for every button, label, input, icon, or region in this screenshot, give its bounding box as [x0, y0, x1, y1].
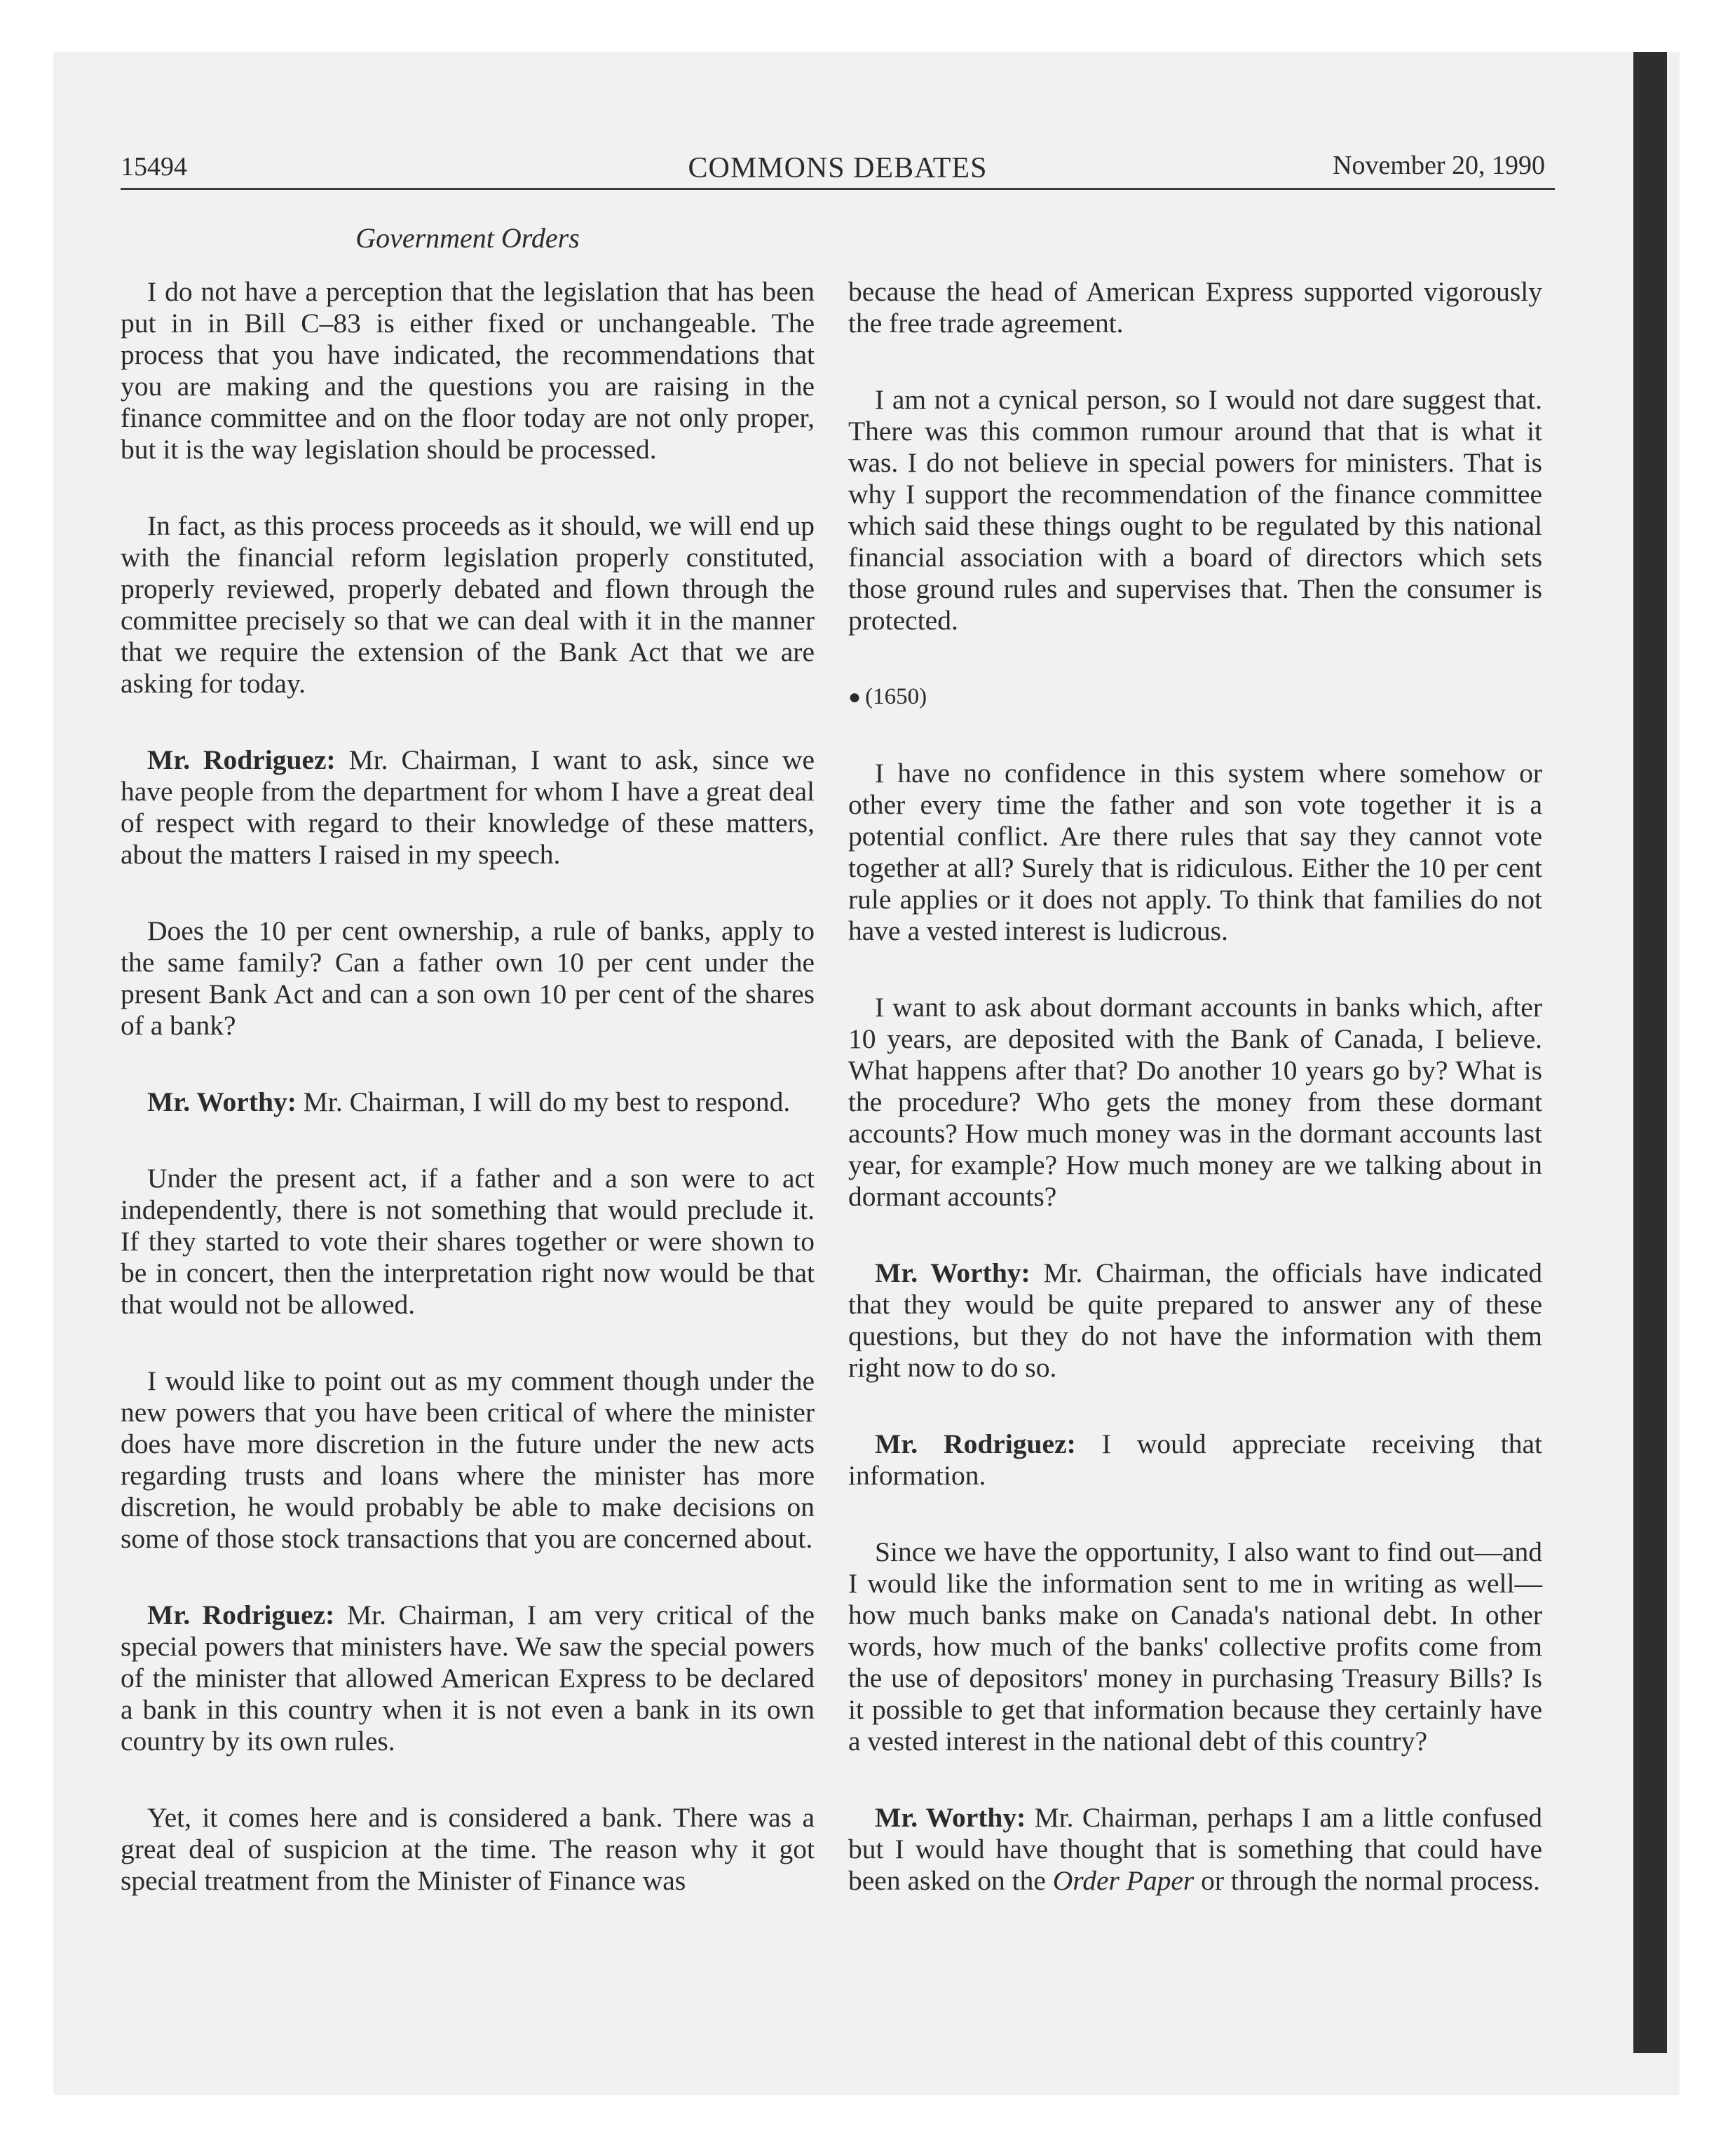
- bullet-icon: ●: [848, 685, 862, 709]
- paragraph: In fact, as this process proceeds as it should, we will end up with the financial reform legislation properly constituted, properly reviewed, properly debated and flown through the committee precisely so that we can deal with it in the manner that we require the extension of the Bank Act that we are asking for today.: [121, 510, 815, 699]
- paragraph: I have no confidence in this system where somehow or other every time the father and son vote together it is a potential conflict. Are there rules that say they cannot vote together at all? Surely that is ridiculous. Either the 10 per cent rule applies or it does not apply. To think that families do not have a vested interest is ludicrous.: [848, 758, 1542, 946]
- continued-paragraph: because the head of American Express supported vigorously the free trade agreement.: [848, 276, 1542, 339]
- paragraph: Since we have the opportunity, I also want to find out—and I would like the information sent to me in writing as well—how much banks make on Canada's national debt. In other words, how much of the banks' collective profits come from the use of depositors' money in purchasing Treasury Bills? Is it possible to get that information because they certainly have a vested interest in the national debt of this country?: [848, 1536, 1542, 1756]
- speech-text: or through the normal process.: [1194, 1865, 1540, 1896]
- paragraph: Does the 10 per cent ownership, a rule of banks, apply to the same family? Can a father own 10 per cent under the present Bank Act and can a son own 10 per cent of the shares of a bank?: [121, 915, 815, 1041]
- right-column: [848, 276, 1542, 1942]
- scan-shadow-edge: [1633, 52, 1667, 2053]
- speaker-name: Mr. Rodriguez:: [147, 1599, 335, 1630]
- speech-text: Mr. Chairman, perhaps I am a little confused but I would have thought that is something that could have been asked on the: [848, 1802, 1542, 1896]
- speaker-name: Mr. Worthy:: [875, 1802, 1026, 1833]
- speech-paragraph: [121, 1086, 815, 1118]
- speech-text: Mr. Chairman, I will do my best to respond.: [296, 1086, 791, 1117]
- speech-paragraph: [848, 1802, 1542, 1897]
- speaker-name: Mr. Rodriguez:: [875, 1428, 1076, 1459]
- page-number: 15494: [121, 152, 187, 182]
- left-column: [121, 276, 815, 1942]
- speech-text: Mr. Chairman, I want to ask, since we have people from the department for whom I have a great deal of respect with regard to their knowledge of these matters, about the matters I raised in my speech.: [121, 744, 815, 870]
- section-title: Government Orders: [355, 222, 580, 254]
- speech-text: Mr. Chairman, the officials have indicated that they would be quite prepared to answer any of these questions, but they do not have the information with them right now to do so.: [848, 1257, 1542, 1383]
- speech-paragraph: [121, 1599, 815, 1757]
- paragraph: Yet, it comes here and is considered a bank. There was a great deal of suspicion at the time. The reason why it got special treatment from the Minister of Finance was: [121, 1802, 815, 1896]
- speaker-name: Mr. Rodriguez:: [147, 744, 336, 775]
- journal-title: COMMONS DEBATES: [688, 152, 988, 184]
- paragraph: I am not a cynical person, so I would not dare suggest that. There was this common rumour around that that is what it was. I do not believe in special powers for ministers. That is why I support the recommendation of the finance committee which said these things ought to be regulated by this national financial association with a board of directors which sets those ground rules and supervises that. Then the consumer is protected.: [848, 384, 1542, 636]
- speech-text: Mr. Chairman, I am very critical of the special powers that ministers have. We saw the special powers of the minister that allowed American Express to be declared a bank in this country when it is not even a bank in its own country by its own rules.: [121, 1599, 815, 1756]
- paragraph: I want to ask about dormant accounts in banks which, after 10 years, are deposited with the Bank of Canada, I believe. What happens after that? Do another 10 years go by? What is the procedure? Who gets the money from these dormant accounts? How much money was in the dormant accounts last year, for example? How much money are we talking about in dormant accounts?: [848, 992, 1542, 1212]
- speech-paragraph: [848, 1428, 1542, 1492]
- paragraph: I do not have a perception that the legislation that has been put in in Bill C–83 is either fixed or unchangeable. The process that you have indicated, the recommendations that you are making and the questions you are raising in the finance committee and on the floor today are not only proper, but it is the way legislation should be processed.: [121, 276, 815, 465]
- time-marker-text: (1650): [865, 684, 927, 709]
- time-marker: [848, 681, 1542, 713]
- paragraph: I would like to point out as my comment though under the new powers that you have been critical of where the minister does have more discretion in the future under the new acts regarding trusts and loans where the minister has more discretion, he would probably be able to make decisions on some of those stock transactions that you are concerned about.: [121, 1365, 815, 1554]
- document-title-italic: Order Paper: [1052, 1865, 1195, 1896]
- speech-paragraph: [848, 1257, 1542, 1384]
- speech-paragraph: [121, 744, 815, 871]
- page-header: [121, 149, 1555, 190]
- speech-text: I would appreciate receiving that information.: [848, 1428, 1542, 1491]
- speaker-name: Mr. Worthy:: [875, 1257, 1030, 1288]
- paragraph: Under the present act, if a father and a son were to act independently, there is not something that would preclude it. If they started to vote their shares together or were shown to be in concert, then the interpretation right now would be that that would not be allowed.: [121, 1163, 815, 1320]
- issue-date: November 20, 1990: [1333, 151, 1545, 180]
- speaker-name: Mr. Worthy:: [147, 1086, 297, 1117]
